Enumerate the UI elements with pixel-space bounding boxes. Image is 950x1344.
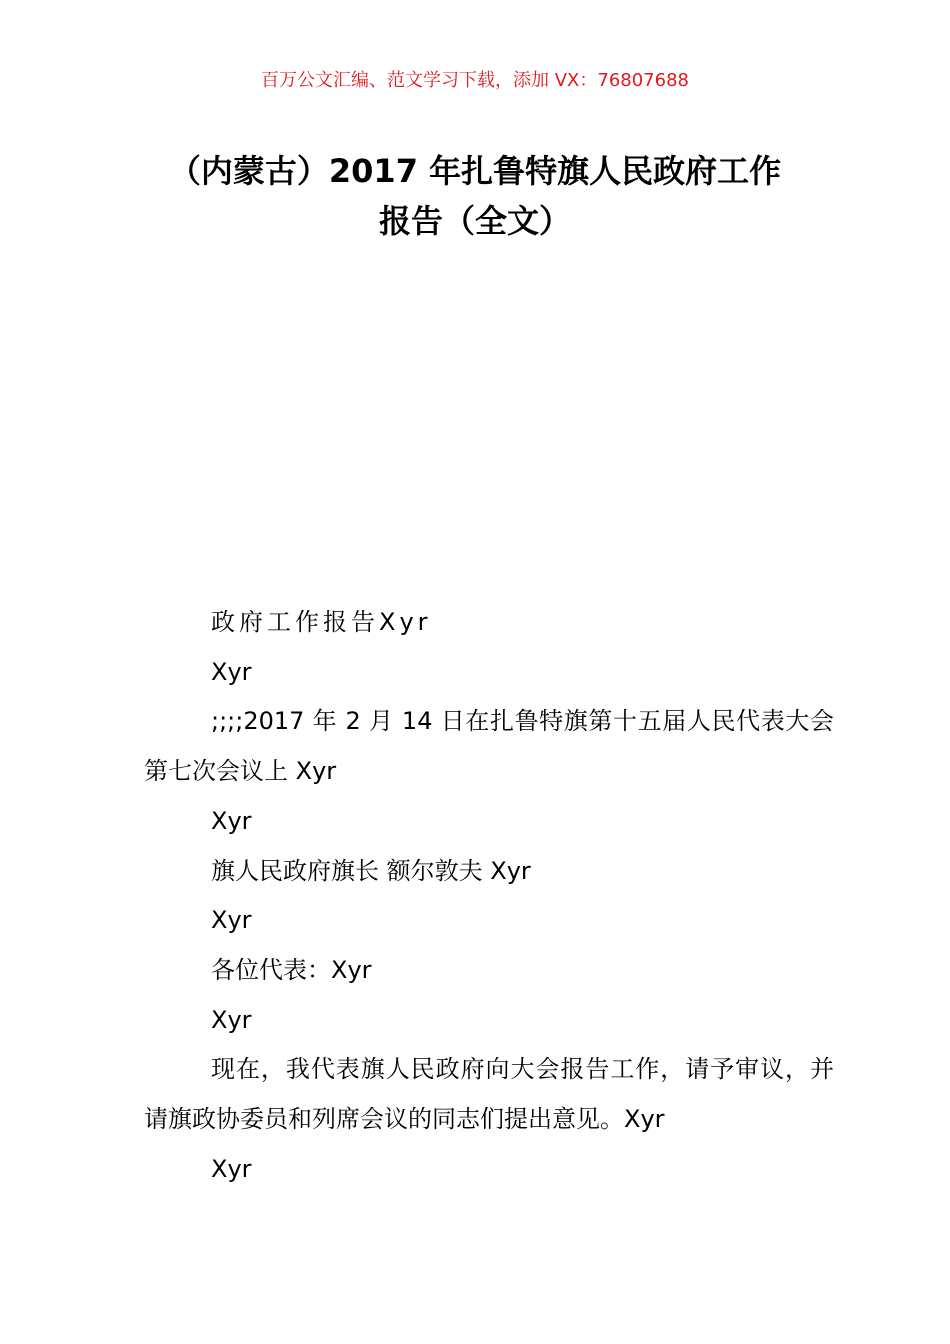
paragraph: Xyr xyxy=(211,1005,252,1034)
paragraph: 旗人民政府旗长 额尔敦夫 Xyr xyxy=(211,856,531,885)
paragraph: 现在，我代表旗人民政府向大会报告工作，请予审议，并请旗政协委员和列席会议的同志们提出意见。Xyr xyxy=(144,1055,834,1134)
header-promo-note: 百万公文汇编、范文学习下载，添加 VX：76807688 xyxy=(261,70,689,91)
paragraph: Xyr xyxy=(211,1154,252,1183)
document-title-line-1: （内蒙古）2017 年扎鲁特旗人民政府工作 xyxy=(168,152,782,190)
document-body xyxy=(144,598,834,1194)
paragraph: Xyr xyxy=(211,906,252,935)
paragraph: Xyr xyxy=(211,806,252,835)
paragraph: ;;;;2017 年 2 月 14 日在扎鲁特旗第十五届人民代表大会第七次会议上 Xyr xyxy=(144,707,834,786)
paragraph: Xyr xyxy=(211,657,252,686)
paragraph: 各位代表：Xyr xyxy=(211,955,372,984)
document-title-line-2: 报告（全文） xyxy=(378,202,571,240)
document-title xyxy=(120,146,830,246)
paragraph: 政府工作报告Xyr xyxy=(211,608,432,636)
